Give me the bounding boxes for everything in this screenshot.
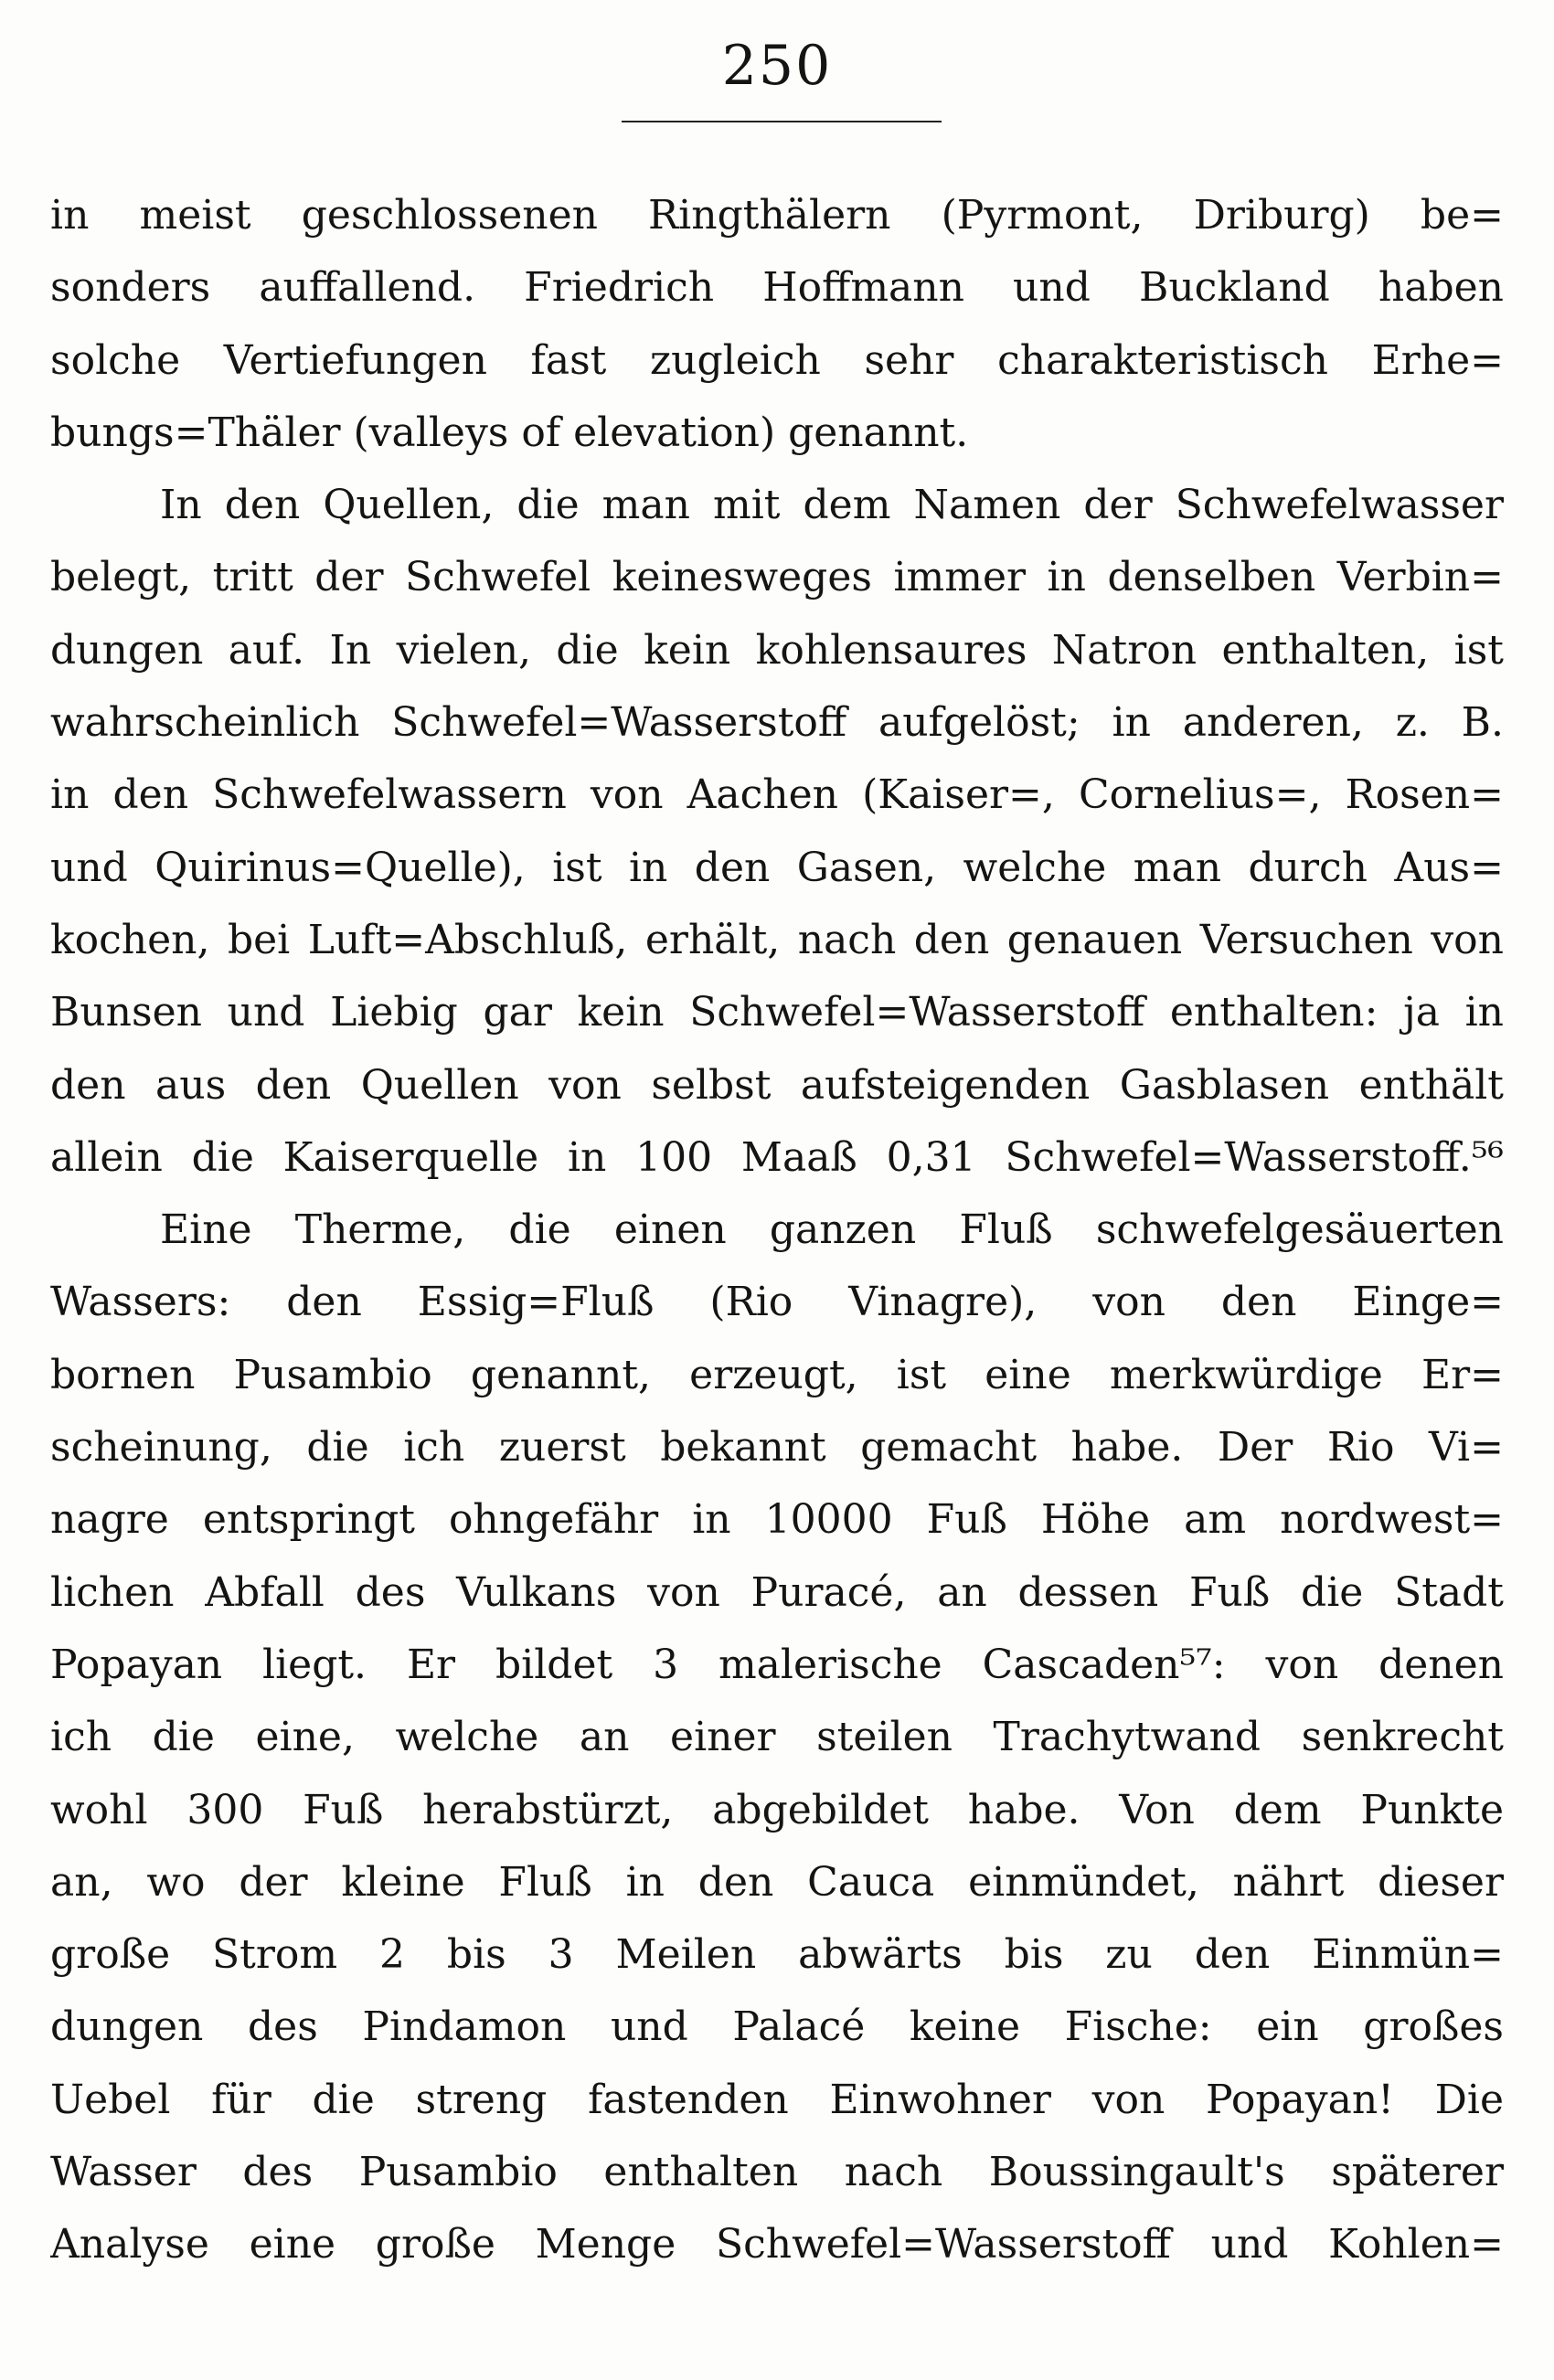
text-line: Popayan liegt. Er bildet 3 malerische Cascaden⁵⁷: von denen (50, 1641, 1504, 1688)
text-line: solche Vertiefungen fast zugleich sehr charakteristisch Erhe= (50, 336, 1504, 384)
text-line: große Strom 2 bis 3 Meilen abwärts bis zu den Einmün= (50, 1931, 1504, 1979)
text-line: Analyse eine große Menge Schwefel=Wasserstoff und Kohlen= (50, 2221, 1504, 2268)
text-line: wohl 300 Fuß herabstürzt, abgebildet habe. Von dem Punkte (50, 1786, 1504, 1833)
text-line: In den Quellen, die man mit dem Namen der Schwefelwasser (160, 482, 1504, 529)
text-line: belegt, tritt der Schwefel keinesweges immer in denselben Verbin= (50, 554, 1504, 601)
text-line: an, wo der kleine Fluß in den Cauca einmündet, nährt dieser (50, 1858, 1504, 1906)
text-line: dungen des Pindamon und Palacé keine Fische: ein großes (50, 2003, 1504, 2051)
text-line: Uebel für die streng fastenden Einwohner von Popayan! Die (50, 2076, 1504, 2123)
text-line: kochen, bei Luft=Abschluß, erhält, nach den genauen Versuchen von (50, 916, 1504, 963)
text-line: in meist geschlossenen Ringthälern (Pyrmont, Driburg) be= (50, 192, 1504, 239)
text-line: dungen auf. In vielen, die kein kohlensaures Natron enthalten, ist (50, 626, 1504, 674)
header-rule (622, 121, 942, 122)
text-line: und Quirinus=Quelle), ist in den Gasen, welche man durch Aus= (50, 844, 1504, 891)
text-line: den aus den Quellen von selbst aufsteigenden Gasblasen enthält (50, 1061, 1504, 1109)
text-line: wahrscheinlich Schwefel=Wasserstoff aufgelöst; in anderen, z. B. (50, 699, 1504, 747)
text-line: bungs=Thäler (valleys of elevation) genannt. (50, 409, 969, 456)
text-line: sonders auffallend. Friedrich Hoffmann und Buckland haben (50, 264, 1504, 312)
text-line: Wasser des Pusambio enthalten nach Boussingault's späterer (50, 2149, 1504, 2196)
text-line: Wassers: den Essig=Fluß (Rio Vinagre), von den Einge= (50, 1279, 1504, 1326)
body-text (50, 179, 1504, 2281)
text-line: lichen Abfall des Vulkans von Puracé, an dessen Fuß die Stadt (50, 1568, 1504, 1616)
text-line: ich die eine, welche an einer steilen Trachytwand senkrecht (50, 1714, 1504, 1761)
text-line: Bunsen und Liebig gar kein Schwefel=Wasserstoff enthalten: ja in (50, 989, 1504, 1036)
text-line: bornen Pusambio genannt, erzeugt, ist eine merkwürdige Er= (50, 1351, 1504, 1398)
text-line: allein die Kaiserquelle in 100 Maaß 0,31 Schwefel=Wasserstoff.⁵⁶ (50, 1133, 1504, 1181)
text-line: Eine Therme, die einen ganzen Fluß schwefelgesäuerten (160, 1206, 1504, 1254)
text-line: scheinung, die ich zuerst bekannt gemacht habe. Der Rio Vi= (50, 1424, 1504, 1472)
page-number: 250 (721, 34, 833, 98)
text-line: nagre entspringt ohngefähr in 10000 Fuß Höhe am nordwest= (50, 1496, 1504, 1544)
text-line: in den Schwefelwassern von Aachen (Kaiser=, Cornelius=, Rosen= (50, 771, 1504, 819)
